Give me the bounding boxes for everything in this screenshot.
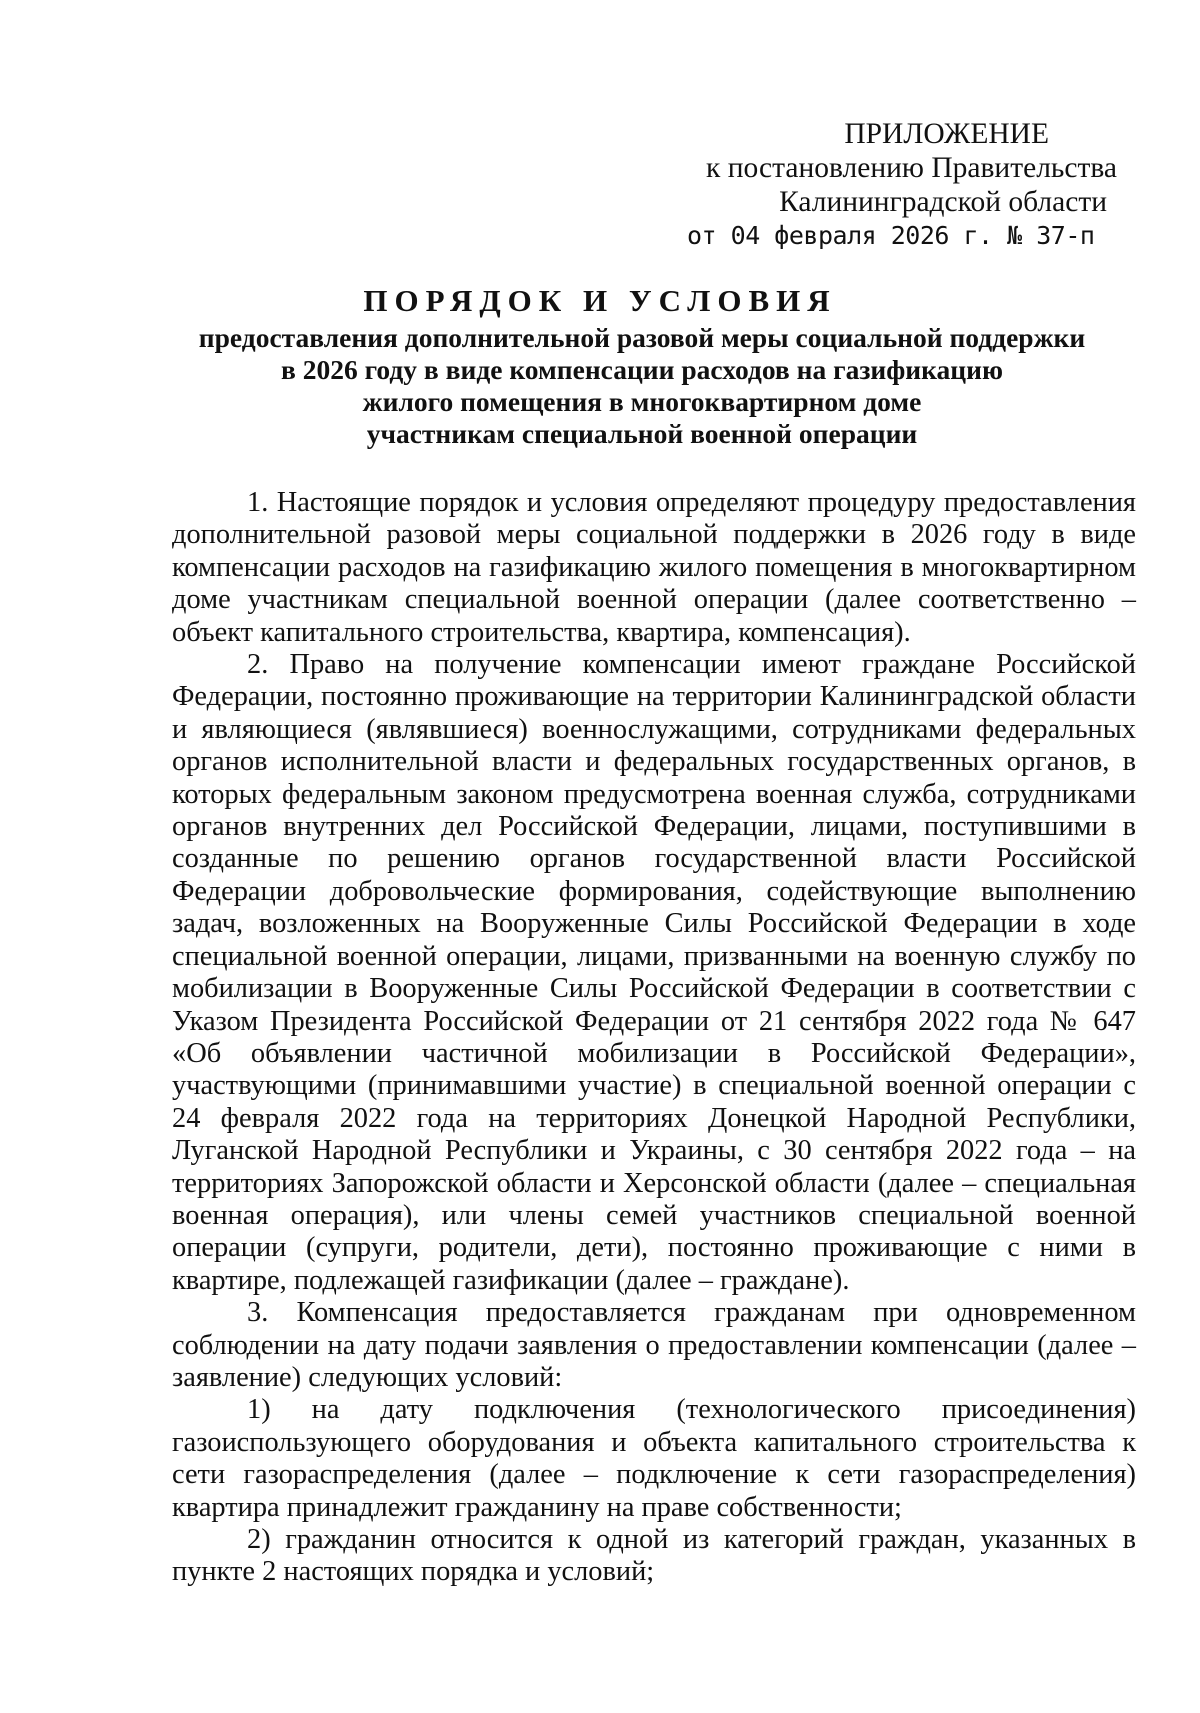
annex-title: ПРИЛОЖЕНИЕ xyxy=(844,118,1049,150)
subtitle-line: предоставления дополнительной разовой меры социальной поддержки xyxy=(198,322,1086,353)
document-subtitle xyxy=(160,322,1124,450)
annex-resolution: к постановлению Правительства xyxy=(706,152,1117,184)
paragraph-2: 2. Право на получение компенсации имеют граждане Российской Федерации, постоянно проживающие на территории Калининградской области и являющиеся (являвшиеся) военнослужащими, сотрудниками федеральных органов исполнительной власти и федеральных государственных органов, в которых федеральным законом предусмотрена военная служба, сотрудниками органов внутренних дел Российской Федерации, лицами, поступившими в созданные по решению органов государственной власти Российской Федерации добровольческие формирования, содействующие выполнению задач, возложенных на Вооруженные Силы Российской Федерации в ходе специальной военной операции, лицами, призванными на военную службу по мобилизации в Вооруженные Силы Российской Федерации в соответствии с Указом Президента Российской Федерации от 21 сентября 2022 года № 647 «Об объявлении частичной мобилизации в Российской Федерации», участвующими (принимавшими участие) в специальной военной операции с 24 февраля 2022 года на территориях Донецкой Народной Республики, Луганской Народной Республики и Украины, с 30 сентября 2022 года – на территориях Запорожской области и Херсонской области (далее – специальная военная операция), или члены семей участников специальной военной операции (супруги, родители, дети), постоянно проживающие с ними в квартире, подлежащей газификации (далее – граждане). xyxy=(172,649,1136,1296)
document-body xyxy=(172,487,1136,1589)
annex-region: Калининградской области xyxy=(779,186,1107,218)
subtitle-line: в 2026 году в виде компенсации расходов на газификацию xyxy=(281,354,1003,385)
document-title: ПОРЯДОК И УСЛОВИЯ xyxy=(363,283,837,318)
paragraph-3: 3. Компенсация предоставляется гражданам при одновременном соблюдении на дату подачи заявления о предоставлении компенсации (далее – заявление) следующих условий: xyxy=(172,1297,1136,1393)
annex-header xyxy=(687,117,1117,253)
subtitle-line: жилого помещения в многоквартирном доме xyxy=(362,386,922,417)
paragraph-3-item-2: 2) гражданин относится к одной из категорий граждан, указанных в пункте 2 настоящих порядка и условий; xyxy=(172,1524,1136,1588)
paragraph-1: 1. Настоящие порядок и условия определяют процедуру предоставления дополнительной разовой меры социальной поддержки в 2026 году в виде компенсации расходов на газификацию жилого помещения в многоквартирном доме участникам специальной военной операции (далее соответственно – объект капитального строительства, квартира, компенсация). xyxy=(172,487,1136,648)
paragraph-3-item-1: 1) на дату подключения (технологического присоединения) газоиспользующего оборудования и объекта капитального строительства к сети газораспределения (далее – подключение к сети газораспределения) квартира принадлежит гражданину на праве собственности; xyxy=(172,1394,1136,1523)
subtitle-line: участникам специальной военной операции xyxy=(366,418,918,449)
annex-date-number: от 04 февраля 2026 г. № 37-п xyxy=(687,221,1095,250)
